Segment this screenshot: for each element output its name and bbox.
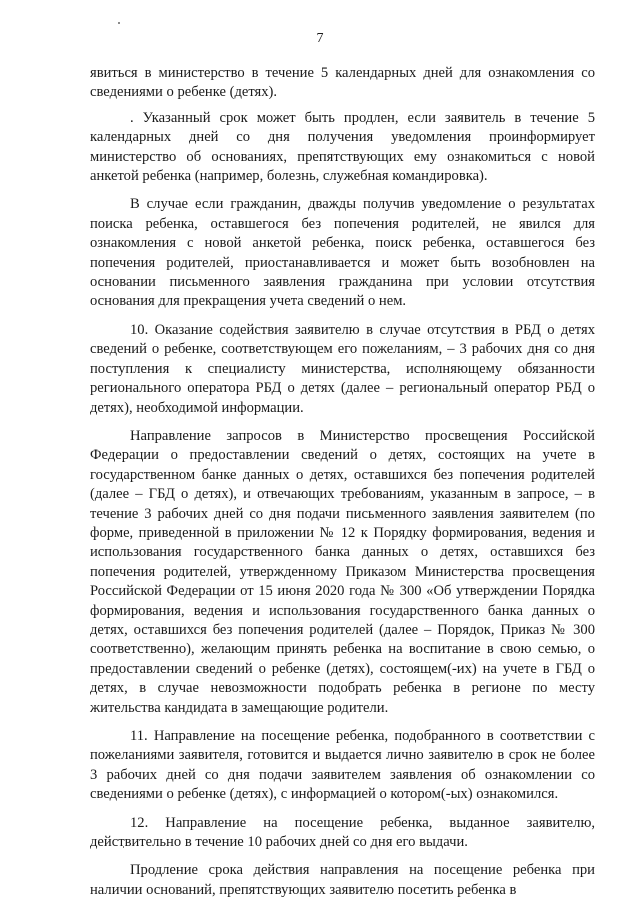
body-text — [90, 64, 595, 900]
paragraph-item-10: 10. Оказание содействия заявителю в случае отсутствия в РБД о детях сведений о ребенке, соответствующем его пожеланиям, – 3 рабочих дня со дня поступления к специалисту министерства, исполняющему обязанности регионального оператора РБД о детях (далее – региональный оператор РБД о детях), необходимой информации. — [90, 321, 595, 416]
paragraph-extension-of-referral: Продление срока действия направления на посещение ребенка при наличии оснований, препятствующих заявителю посетить ребенка в — [90, 862, 595, 898]
scan-speck — [118, 22, 120, 24]
page-number: 7 — [316, 31, 324, 46]
paragraph-item-12: 12. Направление на посещение ребенка, выданное заявителю, действительно в течение 10 рабочих дней со дня его выдачи. — [90, 814, 595, 851]
paragraph-search-suspension: В случае если гражданин, дважды получив уведомление о результатах поиска ребенка, оставшегося без попечения родителей, не явился для ознакомления с новой анкетой ребенка, поиск ребенка, оставшегося без попечения родителей, приостанавливается и может быть возобновлен на основании письменного заявления гражданина при условии отсутствия основания для прекращения учета сведений о нем. — [90, 196, 595, 310]
paragraph-continuation-visit-ministry: явиться в министерство в течение 5 календарных дней для ознакомления со сведениями о ребенке (детях). — [90, 65, 595, 101]
paragraph-term-extension: . Указанный срок может быть продлен, если заявитель в течение 5 календарных дней со дня получения уведомления проинформирует министерство об основаниях, препятствующих ему ознакомиться с новой анкетой ребенка (например, болезнь, служебная командировка). — [90, 109, 595, 185]
paragraph-federal-requests: Направление запросов в Министерство просвещения Российской Федерации о предоставлении сведений о детях, состоящих на учете в государственном банке данных о детях, оставшихся без попечения родителей (далее – ГБД о детях), и отвечающих требованиям, указанным в запросе, – в течение 3 рабочих дней со дня подачи письменного заявления заявителем (по форме, приведенной в приложении № 12 к Порядку формирования, ведения и использования государственного банка данных о детях, оставшихся без попечения родителей, утвержденному Приказом Министерства просвещения Российской Федерации от 15 июня 2020 года № 300 «Об утверждении Порядка формирования, ведения и использования государственного банка данных о детях, оставшихся без попечения родителей (далее – Порядок, Приказ № 300 соответственно), желающим принять ребенка на воспитание в свою семью, о предоставлении сведений о ребенке (детях), состоящем(-их) на учете в ГБД о детях, в случае невозможности подобрать ребенка в регионе по месту жительства кандидата в замещающие родители. — [90, 427, 595, 716]
paragraph-item-11: 11. Направление на посещение ребенка, подобранного в соответствии с пожеланиями заявителя, готовится и выдается лично заявителю в срок не более 3 рабочих дней со дня подачи заявителем заявления об ознакомлении со сведениями о ребенке (детях), с информацией о котором(-ых) ознакомился. — [90, 728, 595, 803]
